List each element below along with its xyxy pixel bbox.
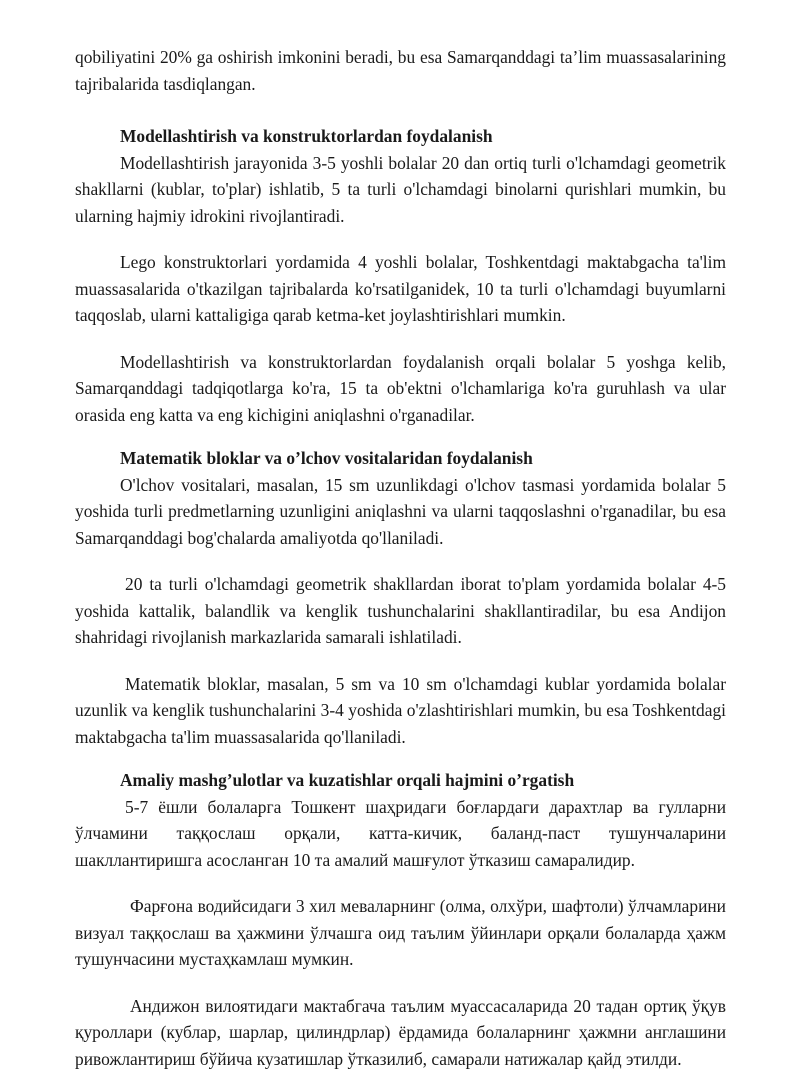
paragraph: Андижон вилоятидаги мактабгача таълим муассасаларида 20 тадан ортиқ ўқув қуроллари (кублар, шарлар, цилиндрлар) ёрдамида болаларнинг ҳажмни англашини ривожлантириш бўйича кузатишлар ўтказилиб, самарали натижалар қайд этилди. (75, 993, 726, 1072)
paragraph: Modellashtirish va konstruktorlardan foydalanish orqali bolalar 5 yoshga kelib, Samarqanddagi tadqiqotlarga ko'ra, 15 ta ob'ektni o'lchamlariga ko'ra guruhlash va ular orasida eng katta va eng kichigini aniqlashni o'rganadilar. (75, 349, 726, 429)
section-heading-practical: Amaliy mashg’ulotlar va kuzatishlar orqali hajmini o’rgatish (75, 767, 726, 794)
paragraph: Matematik bloklar, masalan, 5 sm va 10 sm o'lchamdagi kublar yordamida bolalar uzunlik va kenglik tushunchalarini 3-4 yoshida o'zlashtirishlari mumkin, bu esa Toshkentdagi maktabgacha ta'lim muassasalarida qo'llaniladi. (75, 671, 726, 751)
spacer (75, 551, 726, 571)
section-heading-modelling: Modellashtirish va konstruktorlardan foydalanish (75, 123, 726, 150)
spacer (75, 97, 726, 123)
section-heading-math-blocks: Matematik bloklar va o’lchov vositalaridan foydalanish (75, 445, 726, 472)
paragraph: O'lchov vositalari, masalan, 15 sm uzunlikdagi o'lchov tasmasi yordamida bolalar 5 yoshida turli predmetlarning uzunligini aniqlashni va ularni taqqoslashni o'rganadilar, bu esa Samarqanddagi bog'chalarda amaliyotda qo'llaniladi. (75, 472, 726, 552)
spacer (75, 428, 726, 445)
spacer (75, 229, 726, 249)
spacer (75, 750, 726, 767)
paragraph: Modellashtirish jarayonida 3-5 yoshli bolalar 20 dan ortiq turli o'lchamdagi geometrik shakllarni (kublar, to'plar) ishlatib, 5 ta turli o'lchamdagi binolarni qurishlari mumkin, bu ularning hajmiy idrokini rivojlantiradi. (75, 150, 726, 230)
spacer (75, 873, 726, 893)
paragraph: Lego konstruktorlari yordamida 4 yoshli bolalar, Toshkentdagi maktabgacha ta'lim muassasalarida o'tkazilgan tajribalarda ko'rsatilganidek, 10 ta turli o'lchamdagi buyumlarni taqqoslab, ularni kattaligiga qarab ketma-ket joylashtirishlari mumkin. (75, 249, 726, 329)
spacer (75, 973, 726, 993)
paragraph: 20 ta turli o'lchamdagi geometrik shakllardan iborat to'plam yordamida bolalar 4-5 yoshida kattalik, balandlik va kenglik tushunchalarini shakllantiradilar, bu esa Andijon shahridagi rivojlanish markazlarida samarali ishlatiladi. (75, 571, 726, 651)
paragraph: Фарғона водийсидаги 3 хил меваларнинг (олма, олхўри, шафтоли) ўлчамларини визуал таққослаш ва ҳажмини ўлчашга оид таълим ўйинлари орқали болаларда ҳажм тушунчасини мустаҳкамлаш мумкин. (75, 893, 726, 973)
paragraph: 5-7 ёшли болаларга Тошкент шаҳридаги боғлардаги дарахтлар ва гулларни ўлчамини таққослаш орқали, катта-кичик, баланд-паст тушунчаларини шакллантиришга асосланган 10 та амалий машғулот ўтказиш самаралидир. (75, 794, 726, 874)
document-page (75, 44, 726, 1072)
spacer (75, 651, 726, 671)
spacer (75, 329, 726, 349)
intro-paragraph: qobiliyatini 20% ga oshirish imkonini beradi, bu esa Samarqanddagi ta’lim muassasalarining tajribalarida tasdiqlangan. (75, 44, 726, 97)
